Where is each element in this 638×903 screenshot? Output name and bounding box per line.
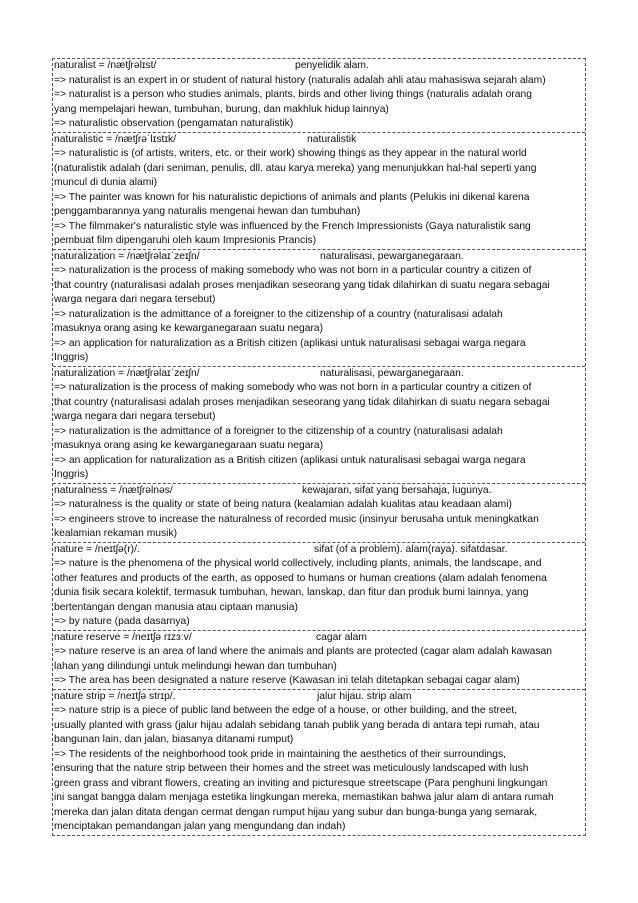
entry-meaning: kewajaran, sifat yang bersahaja, lugunya. [302, 484, 492, 496]
entry-line: mereka dan jalan ditata dengan cermat dengan rumput hijau yang subur dan bunga-bunga yang semarak, [54, 806, 538, 818]
entry-headword: nature reserve = /neɪtʃə rɪzɜːv/ [54, 631, 192, 643]
entry-line: dunia fisik secara kolektif, termasuk tumbuhan, hewan, lanskap, dan fitur dan produk bumi lainnya, yang [54, 587, 529, 598]
entry-headword: naturalistic = /nætʃrəˈlɪstɪk/ [54, 133, 177, 145]
entry-meaning: sifat (of a problem). alam(raya). sifatdasar. [314, 543, 508, 555]
entry-headword: naturalization = /nætʃrəlaɪˈzeɪʃn/ [54, 367, 200, 379]
entry-meaning: naturalisasi, pewarganegaraan. [320, 367, 464, 379]
entry-line: Inggris) [54, 352, 89, 363]
dictionary-entry [53, 483, 585, 542]
entry-line: => by nature (pada dasarnya) [54, 616, 190, 627]
entry-line: => naturalist is a person who studies animals, plants, birds and other living things (naturalis adalah orang [54, 89, 532, 100]
entry-headword: naturalist = /nætʃrəlɪst/ [54, 60, 157, 71]
entry-line: => naturalization is the process of making somebody who was not born in a particular country a citizen of [54, 265, 532, 276]
entry-line: usually planted with grass (jalur hijau adalah sebidang tanah publik yang berada di antara tepi rumah, atau [54, 719, 540, 731]
entry-line: => The residents of the neighborhood took pride in maintaining the aesthetics of their surroundings, [54, 748, 507, 760]
entry-line: kealamian rekaman musik) [54, 528, 178, 539]
entry-line: that country (naturalisasi adalah proses menjadikan seseorang yang tidak dilahirkan di suatu negara sebagai [54, 279, 550, 291]
entry-line: bertentangan dengan manusia atau ciptaan manusia) [54, 601, 298, 613]
entry-line: other features and products of the earth, as opposed to humans or human creations (alam adalah fenomena [54, 572, 547, 584]
dictionary-document [52, 58, 586, 836]
entry-line: penggambarannya yang naturalis mengenai hewan dan tumbuhan) [54, 206, 361, 217]
entry-line: green grass and vibrant flowers, creating an inviting and picturesque streetscape (Para penghuni lingkungan [54, 777, 548, 789]
entry-line: => naturalization is the process of making somebody who was not born in a particular country a citizen of [54, 382, 532, 393]
entry-line: => an application for naturalization as a British citizen (aplikasi untuk naturalisasi sebagai warga negara [54, 337, 526, 349]
entry-header [53, 690, 585, 705]
entry-line: muncul di dunia alami) [54, 177, 158, 188]
entry-meaning: naturalisasi, pewarganegaraan. [320, 250, 464, 262]
dictionary-entry [53, 689, 585, 835]
entry-header [53, 367, 585, 382]
entry-header [53, 59, 585, 74]
entry-header [53, 250, 585, 265]
entry-line: lahan yang dilindungi untuk melindungi hewan dan tumbuhan) [54, 660, 337, 672]
entry-line: => naturalistic observation (pengamatan naturalistik) [54, 118, 294, 129]
entry-meaning: jalur hijau. strip alam [317, 690, 412, 702]
entry-line: (naturalistik adalah (dari seniman, penulis, dll. atau karya mereka) yang menunjukkan hal-hal seperti yang [54, 162, 537, 174]
entry-line: => naturalist is an expert in or student of natural history (naturalis adalah ahli atau mahasiswa sejarah alam) [54, 74, 546, 86]
entry-line: that country (naturalisasi adalah proses menjadikan seseorang yang tidak dilahirkan di suatu negara sebagai [54, 396, 550, 408]
entry-line: bangunan lain, dan jalan, biasanya ditanami rumput) [54, 734, 294, 745]
dictionary-entry [53, 249, 585, 366]
entry-header [53, 543, 585, 558]
entry-line: ensuring that the nature strip between their homes and the street was meticulously landscaped with lush [54, 763, 529, 774]
entry-line: ini sangat bangga dalam menjaga estetika lingkungan mereka, memastikan bahwa jalur alam di antara rumah [54, 792, 554, 803]
entry-line: => nature strip is a piece of public land between the edge of a house, or other building, and the street, [54, 705, 518, 716]
entry-line: masuknya orang asing ke kewarganegaraan suatu negara) [54, 440, 324, 451]
entry-header [53, 133, 585, 148]
entry-meaning: naturalistik [307, 133, 357, 145]
dictionary-entry [53, 542, 585, 630]
entry-line: Inggris) [54, 469, 89, 480]
entry-line: => nature reserve is an area of land where the animals and plants are protected (cagar alam adalah kawasan [54, 646, 552, 657]
entry-line: yang mempelajari hewan, tumbuhan, burung, dan makhluk hidup lainnya) [54, 103, 389, 115]
entry-line: => The area has been designated a nature reserve (Kawasan ini telah ditetapkan sebagai cagar alam) [54, 675, 520, 686]
dictionary-entry [53, 366, 585, 483]
entry-meaning: cagar alam [316, 631, 367, 643]
entry-header [53, 631, 585, 646]
entry-meaning: penyelidik alam. [295, 60, 369, 71]
entry-line: => The painter was known for his naturalistic depictions of animals and plants (Pelukis ini dikenal karena [54, 191, 530, 203]
entry-line: pembuat film dipengaruhi oleh kaum Impresionis Prancis) [54, 235, 317, 246]
dictionary-entry [53, 59, 585, 132]
entry-line: menciptakan pemandangan jalan yang mengundang dan indah) [54, 821, 346, 832]
dictionary-entry [53, 630, 585, 689]
entry-header [53, 484, 585, 499]
entry-headword: naturalness = /nætʃrəlnəs/ [54, 484, 173, 496]
dictionary-entry [53, 132, 585, 249]
entry-line: => engineers strove to increase the naturalness of recorded music (insinyur berusaha untuk meningkatkan [54, 513, 539, 525]
entry-line: => naturalness is the quality or state of being natura (kealamian adalah kualitas atau keadaan alami) [54, 499, 512, 510]
entry-headword: nature strip = /neɪtʃə strɪp/. [54, 690, 176, 702]
entry-headword: naturalization = /nætʃrəlaɪˈzeɪʃn/ [54, 250, 200, 262]
entry-line: => naturalization is the admittance of a foreigner to the citizenship of a country (naturalisasi adalah [54, 425, 503, 437]
entry-line: => The filmmaker's naturalistic style was influenced by the French Impressionists (Gaya naturalistik sang [54, 220, 531, 232]
entry-line: => naturalistic is (of artists, writers, etc. or their work) showing things as they appear in the natural world [54, 148, 527, 159]
entry-line: => an application for naturalization as a British citizen (aplikasi untuk naturalisasi sebagai warga negara [54, 454, 526, 466]
entry-line: => naturalization is the admittance of a foreigner to the citizenship of a country (naturalisasi adalah [54, 308, 503, 320]
entry-headword: nature = /neɪtʃə(r)/. [54, 543, 140, 555]
entry-line: => nature is the phenomena of the physical world collectively, including plants, animals, the landscape, and [54, 558, 542, 569]
entry-line: masuknya orang asing ke kewarganegaraan suatu negara) [54, 323, 324, 334]
entry-line: warga negara dari negara tersebut) [54, 411, 216, 422]
entry-line: warga negara dari negara tersebut) [54, 294, 216, 305]
